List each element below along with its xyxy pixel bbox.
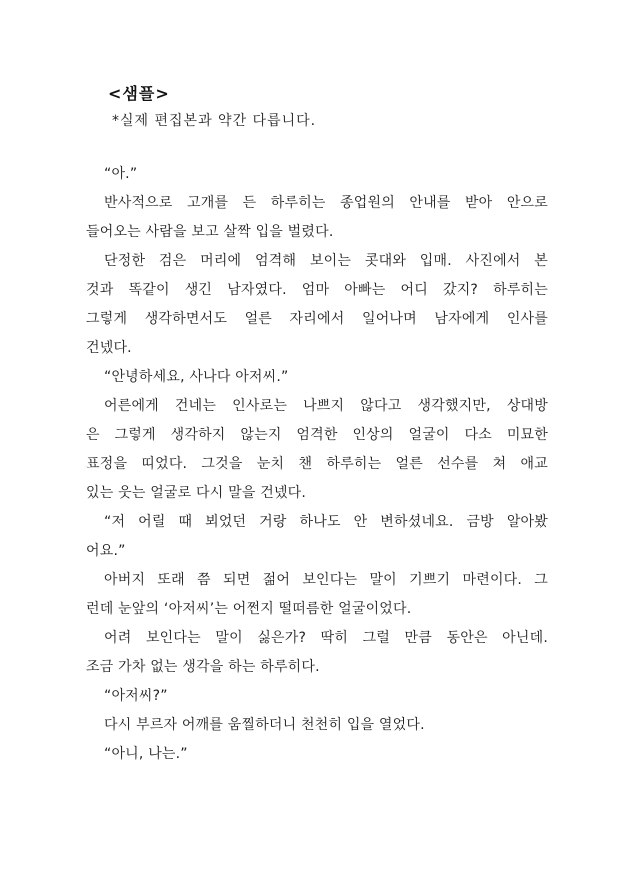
text-line: 런데 눈앞의 ‘아저씨’는 어쩐지 떨떠름한 얼굴이었다. <box>86 601 412 617</box>
text-line: 그렇게 생각하면서도 얼른 자리에서 일어나며 남자에게 인사를 <box>86 311 548 327</box>
text-line: “아저씨?” <box>104 688 168 704</box>
text-line: 있는 웃는 얼굴로 다시 말을 건넸다. <box>86 485 307 501</box>
text-line: 건넸다. <box>86 340 132 356</box>
story-body <box>86 160 548 769</box>
text-line: “안녕하세요, 사나다 아저씨.” <box>104 369 289 385</box>
text-line: 아버지 또래 쯤 되면 젊어 보인다는 말이 기쁘기 마련이다. 그 <box>104 572 548 588</box>
text-line: 들어오는 사람을 보고 살짝 입을 벌렸다. <box>86 224 334 240</box>
text-line: “아.” <box>104 166 138 182</box>
text-line: 다시 부르자 어깨를 움찔하더니 천천히 입을 열었다. <box>104 717 425 733</box>
document-header <box>108 80 548 134</box>
text-line: 조금 가차 없는 생각을 하는 하루히다. <box>86 659 320 675</box>
text-line: 어요.” <box>86 543 126 559</box>
text-line: “저 어릴 때 뵈었던 거랑 하나도 안 변하셨네요. 금방 알아봤 <box>104 514 548 530</box>
text-line: 반사적으로 고개를 든 하루히는 종업원의 안내를 받아 안으로 <box>104 195 548 211</box>
text-line: 표정을 띠었다. 그것을 눈치 챈 하루히는 얼른 선수를 쳐 애교 <box>86 456 548 472</box>
text-line: 은 그렇게 생각하지 않는지 엄격한 인상의 얼굴이 다소 미묘한 <box>86 427 548 443</box>
text-line: 단정한 검은 머리에 엄격해 보이는 콧대와 입매. 사진에서 본 <box>104 253 548 269</box>
text-line: “아니, 나는.” <box>104 746 188 762</box>
edition-note: *실제 편집본과 약간 다릅니다. <box>112 113 317 129</box>
text-line: 어른에게 건네는 인사로는 나쁘지 않다고 생각했지만, 상대방 <box>104 398 548 414</box>
text-line: 어려 보인다는 말이 싫은가? 딱히 그럴 만큼 동안은 아닌데. <box>104 630 548 646</box>
sample-title: <샘플> <box>108 84 170 103</box>
text-line: 것과 똑같이 생긴 남자였다. 엄마 아빠는 어디 갔지? 하루히는 <box>86 282 548 298</box>
